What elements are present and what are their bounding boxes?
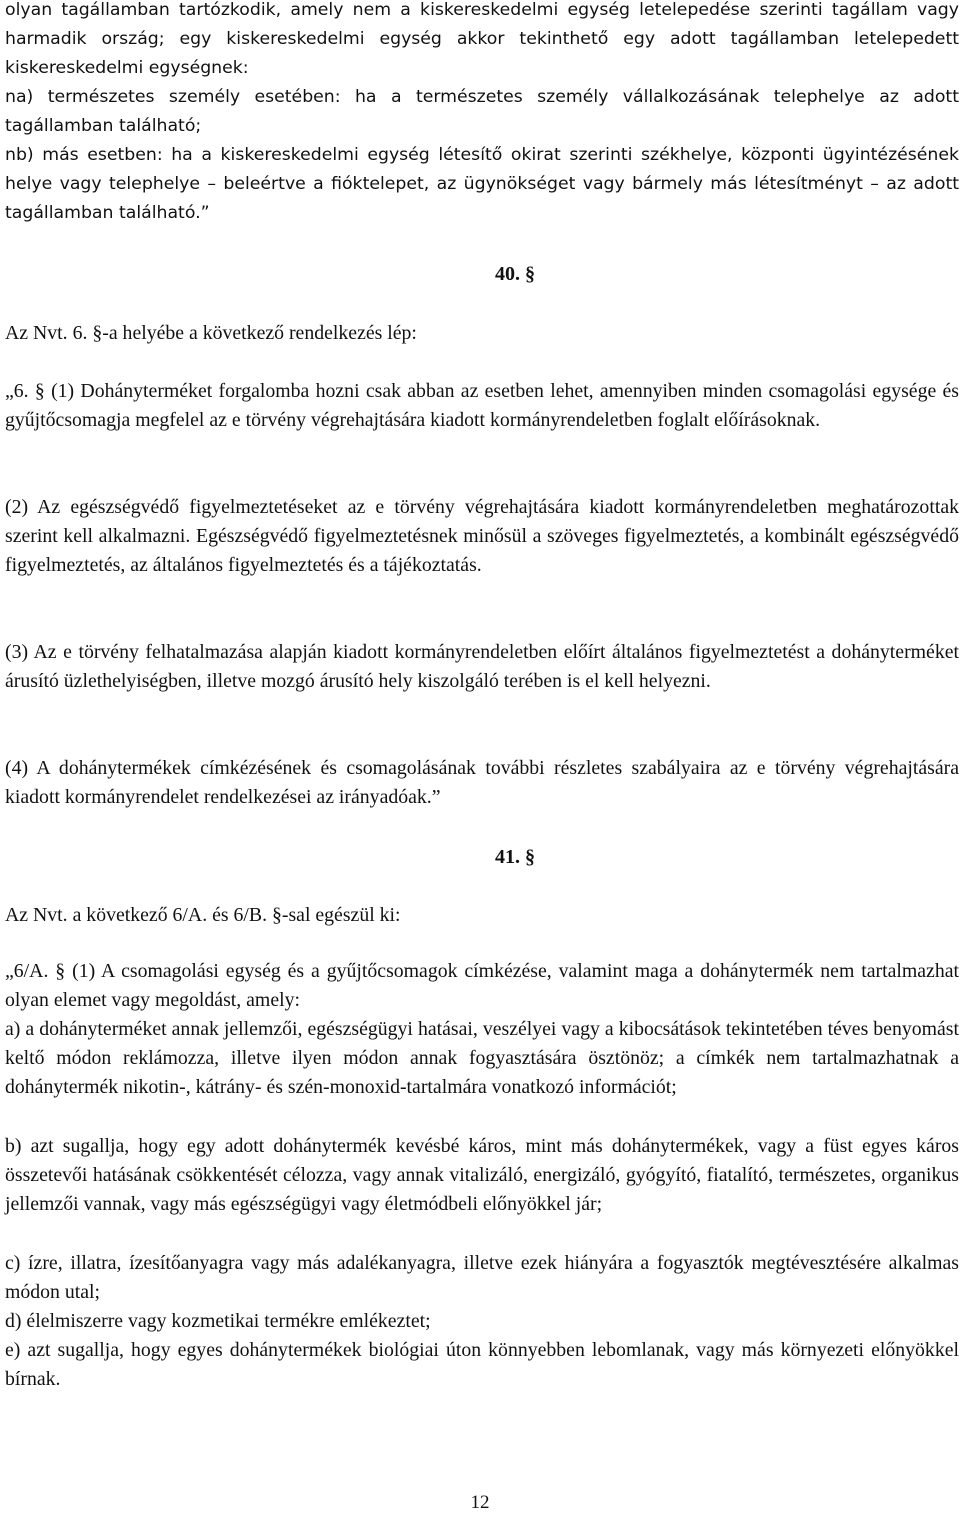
section-41-para-1: „6/A. § (1) A csomagolási egység és a gyűjtőcsomagok címkézése, valamint maga a dohánytermék nem tartalmazhat olyan elemet vagy megoldást, amely: (5, 960, 959, 1012)
section-41-item-b: b) azt sugallja, hogy egy adott dohánytermék kevésbé káros, mint más dohánytermékek, vagy a füst egyes káros összetevői hatásának csökkentését célozza, vagy annak vitalizáló, energizáló, gyógyító, fiatalító, természetes, organikus jellemzői vannak, vagy más egészségügyi vagy életmódbeli előnyökkel jár; (5, 1135, 959, 1216)
section-heading-41: 41. § (495, 846, 535, 868)
intro-paragraph: olyan tagállamban tartózkodik, amely nem a kiskereskedelmi egység letelepedése szerinti tagállam vagy harmadik ország; egy kiskereskedelmi egység akkor tekinthető egy adott tagállamban letelepedett kiskereskedelmi egységnek: (5, 0, 959, 79)
section-41-item-c: c) ízre, illatra, ízesítőanyagra vagy más adalékanyagra, illetve ezek hiányára a fogyasztók megtévesztésére alkalmas módon utal; (5, 1252, 959, 1304)
section-40-para-1: „6. § (1) Dohányterméket forgalomba hozni csak abban az esetben lehet, amennyiben minden csomagolási egysége és gyűjtőcsomagja megfelel az e törvény végrehajtására kiadott kormányrendeletben foglalt előírásoknak. (5, 380, 959, 432)
amendment-intro-40: Az Nvt. 6. §-a helyébe a következő rendelkezés lép: (5, 322, 417, 344)
section-40-para-3: (3) Az e törvény felhatalmazása alapján kiadott kormányrendeletben előírt általános figyelmeztetést a dohányterméket árusító üzlethelyiségben, illetve mozgó árusító hely kiszolgáló terében is el kell helyezni. (5, 641, 959, 693)
section-40-para-4: (4) A dohánytermékek címkézésének és csomagolásának további részletes szabályaira az e törvény végrehajtására kiadott kormányrendelet rendelkezései az irányadóak.” (5, 757, 959, 809)
intro-item-na: na) természetes személy esetében: ha a természetes személy vállalkozásának telephelye az adott tagállamban található; (5, 87, 959, 137)
section-heading-40: 40. § (495, 263, 535, 285)
section-41-item-e: e) azt sugallja, hogy egyes dohánytermékek biológiai úton könnyebben lebomlanak, vagy más környezeti előnyökkel bírnak. (5, 1339, 959, 1391)
section-41-item-a: a) a dohányterméket annak jellemzői, egészségügyi hatásai, veszélyei vagy a kibocsátások tekintetében téves benyomást keltő módon reklámozza, illetve ilyen módon annak fogyasztására ösztönöz; a címkék nem tartalmazhatnak a dohánytermék nikotin-, kátrány- és szén-monoxid-tartalmára vonatkozó információt; (5, 1018, 959, 1099)
page-number: 12 (470, 1492, 490, 1513)
section-40-para-2: (2) Az egészségvédő figyelmeztetéseket az e törvény végrehajtására kiadott kormányrendeletben meghatározottak szerint kell alkalmazni. Egészségvédő figyelmeztetésnek minősül a szöveges figyelmeztetés, a kombinált egészségvédő figyelmeztetés, az általános figyelmeztetés és a tájékoztatás. (5, 496, 959, 577)
amendment-intro-41: Az Nvt. a következő 6/A. és 6/B. §-sal egészül ki: (5, 904, 401, 926)
section-41-item-d: d) élelmiszerre vagy kozmetikai termékre emlékeztet; (5, 1310, 431, 1332)
intro-item-nb: nb) más esetben: ha a kiskereskedelmi egység létesítő okirat szerinti székhelye, központi ügyintézésének helye vagy telephelye – beleértve a fióktelepet, az ügynökséget vagy bármely más létesítményt – az adott tagállamban található.” (5, 145, 959, 224)
